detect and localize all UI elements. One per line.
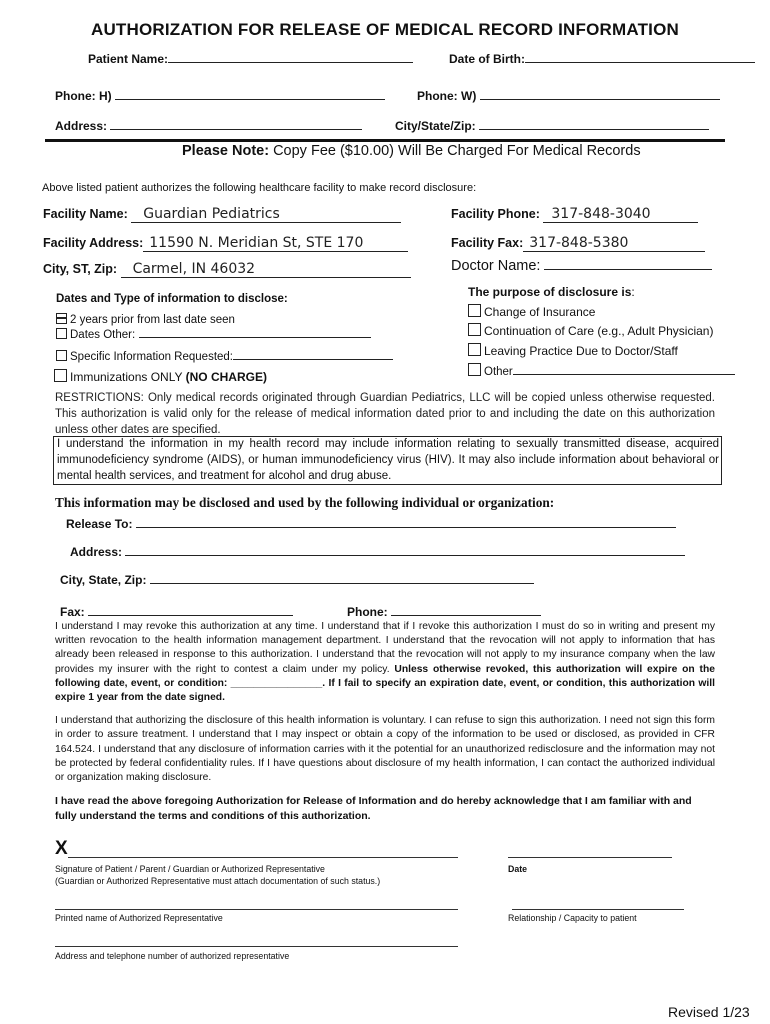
checkbox-2yrs[interactable] [56,313,67,324]
immunizations-label: Immunizations ONLY [70,370,183,384]
recipient-fax-field[interactable] [88,615,293,616]
restrictions-text: RESTRICTIONS: Only medical records originated through Guardian Pediatrics, LLC will be copied unless otherwise requested. This authorization is valid only for the release of medical information dated prior to and including the date on this authorization unless other dates are specified. [55,392,715,436]
checkbox-dates-other[interactable] [56,328,67,339]
dates-option-2yrs[interactable] [56,313,235,326]
purpose-leaving-label: Leaving Practice Due to Doctor/Staff [484,344,678,358]
phone-home-row [55,89,385,103]
rep-address-label: Address and telephone number of authorized representative [55,951,290,961]
recipient-phone-field[interactable] [391,615,541,616]
purpose-other-label: Other [484,366,513,378]
dates-option-other[interactable] [56,328,371,341]
facility-address-value: 11590 N. Meridian St, STE 170 [149,235,364,251]
recipient-address-row [70,545,685,559]
dates-option-other-label: Dates Other: [70,329,136,341]
city-state-zip-row [395,119,709,133]
recipient-fax-label: Fax: [60,605,85,619]
facility-name-field[interactable] [131,206,401,223]
release-to-label: Release To: [66,517,133,531]
recipient-city-row [60,573,534,587]
hiv-notice-box [53,436,722,485]
facility-address-label: Facility Address: [43,236,144,250]
patient-name-label: Patient Name: [88,52,169,66]
facility-name-value: Guardian Pediatrics [143,206,280,222]
facility-city-value: Carmel, IN 46032 [132,261,256,277]
hiv-notice-text: I understand the information in my health record may include information relating to sexually transmitted disease, acquired immunodeficiency syndrome (AIDS), or human immunodeficiency virus (HIV). It may also include information about behavioral or mental health services, and treatment for alcohol and drug abuse. [57,438,719,482]
date-line[interactable] [508,857,672,858]
relationship-label: Relationship / Capacity to patient [508,913,637,923]
acknowledgement-text: I have read the above foregoing Authorization for Release of Information and do hereby acknowledge that I am familiar with and fully understand the terms and conditions of this authorization. [55,795,692,822]
facility-phone-label: Facility Phone: [451,207,540,221]
recipient-city-label: City, State, Zip: [60,573,147,587]
no-charge-label: (NO CHARGE) [185,370,267,384]
dates-option-immunizations[interactable] [54,369,267,384]
revocation-body: I understand I may revoke this authorization at any time. I understand that if I revoke this authorization I must do so in writing and present my written revocation to the health information management department. I understand that the revocation will not apply to information that has already been released in response to this authorization. I understand that the revocation will not apply to my insurance company when the law provides my insurer with the right to contest a claim under my policy. [55,621,715,675]
facility-city-label: City, ST, Zip: [43,262,118,276]
default-expiration-statement: If I fail to specify an expiration date, event, or condition, this authorization will expire 1 year from the date signed. [55,677,715,704]
purpose-other-field[interactable] [513,374,735,375]
fee-note-text: Copy Fee ($10.00) Will Be Charged For Medical Records [273,143,641,159]
doctor-name-field[interactable] [544,269,712,270]
purpose-option-insurance[interactable] [468,304,595,319]
fee-note [182,143,641,159]
recipient-phone-label: Phone: [347,605,388,619]
facility-fax-field[interactable] [523,235,705,252]
signature-sublabel: (Guardian or Authorized Representative must attach documentation of such status.) [55,876,381,886]
phone-home-label: Phone: H) [55,89,112,103]
release-to-field[interactable] [136,527,676,528]
recipient-fax-row [60,605,293,619]
signature-line[interactable] [68,857,458,858]
purpose-option-leaving[interactable] [468,343,678,358]
address-label: Address: [55,119,108,133]
voluntary-text: I understand that authorizing the disclosure of this health information is voluntary. I can refuse to sign this authorization. I need not sign this form in order to assure treatment. I understand that I may inspect or obtain a copy of the information to be used or disclosed, as provided in CFR 164.524. I understand that any disclosure of information carries with it the potential for an unauthorized redisclosure and the information may not be protected by federal confidentiality rules. If I have questions about disclosure of my health information, I can contact the authorized individual or organization making disclosure. [55,715,715,784]
phone-work-label: Phone: W) [417,89,477,103]
doctor-name-label: Doctor Name: [451,258,541,274]
city-state-zip-field[interactable] [479,129,709,130]
purpose-insurance-label: Change of Insurance [484,305,596,319]
purpose-continuation-label: Continuation of Care (e.g., Adult Physician) [484,324,714,338]
release-to-row [66,517,676,531]
facility-name-row [43,206,401,223]
recipient-city-field[interactable] [150,583,534,584]
checkbox-specific[interactable] [56,350,67,361]
revision-date: Revised 1/23 [668,1004,750,1020]
relationship-line[interactable] [512,909,684,910]
checkbox-continuation[interactable] [468,323,481,336]
purpose-heading: The purpose of disclosure is: [468,285,635,299]
intro-text: Above listed patient authorizes the following healthcare facility to make record disclosure: [42,182,477,194]
checkbox-purpose-other[interactable] [468,363,481,376]
signature-label: Signature of Patient / Parent / Guardian or Authorized Representative [55,864,325,874]
city-state-zip-label: City/State/Zip: [395,119,476,133]
phone-work-field[interactable] [480,99,720,100]
dates-other-field[interactable] [139,337,371,338]
rep-address-line[interactable] [55,946,458,947]
recipient-address-label: Address: [70,545,123,559]
facility-address-row [43,235,408,252]
patient-name-field[interactable] [168,62,413,63]
purpose-option-other[interactable] [468,363,735,378]
facility-name-label: Facility Name: [43,207,128,221]
checkbox-leaving[interactable] [468,343,481,356]
address-field[interactable] [110,129,362,130]
recipient-phone-row [347,605,541,619]
doctor-name-row [451,258,712,274]
facility-phone-value: 317-848-3040 [551,206,651,222]
facility-city-row [43,261,411,278]
facility-city-field[interactable] [121,261,411,278]
checkbox-immunizations[interactable] [54,369,67,382]
dob-row [449,52,755,66]
date-label: Date [508,864,528,874]
dob-field[interactable] [525,62,755,63]
revocation-text [55,620,715,705]
specific-info-field[interactable] [233,359,393,360]
recipient-address-field[interactable] [125,555,685,556]
dates-heading: Dates and Type of information to disclose: [56,293,288,305]
recipient-heading: This information may be disclosed and used by the following individual or organization: [55,495,555,510]
facility-fax-label: Facility Fax: [451,236,524,250]
checkbox-insurance[interactable] [468,304,481,317]
facility-phone-row [451,206,698,223]
fee-note-label: Please Note: [182,143,270,159]
dob-label: Date of Birth: [449,52,525,66]
address-row [55,119,362,133]
page-title: AUTHORIZATION FOR RELEASE OF MEDICAL RECORD INFORMATION [90,20,680,39]
facility-phone-field[interactable] [543,206,698,223]
purpose-option-continuation[interactable] [468,323,713,338]
purpose-heading-text: The purpose of disclosure is [468,285,632,299]
phone-work-row [417,89,720,103]
dates-option-2yrs-label: 2 years prior from last date seen [70,314,235,326]
divider [45,139,725,142]
signature-x-mark: X [55,838,68,859]
dates-option-specific[interactable] [56,350,393,363]
facility-fax-row [451,235,705,252]
printed-name-line[interactable] [55,909,458,910]
patient-name-row [88,52,413,66]
printed-name-label: Printed name of Authorized Representative [55,913,223,923]
expiration-statement: Unless otherwise revoked, this authorization will expire on the following date, event, or condition: ________________. [55,663,715,689]
dates-option-specific-label: Specific Information Requested: [70,351,234,363]
facility-address-field[interactable] [143,235,408,252]
facility-fax-value: 317-848-5380 [529,235,629,251]
phone-home-field[interactable] [115,99,385,100]
